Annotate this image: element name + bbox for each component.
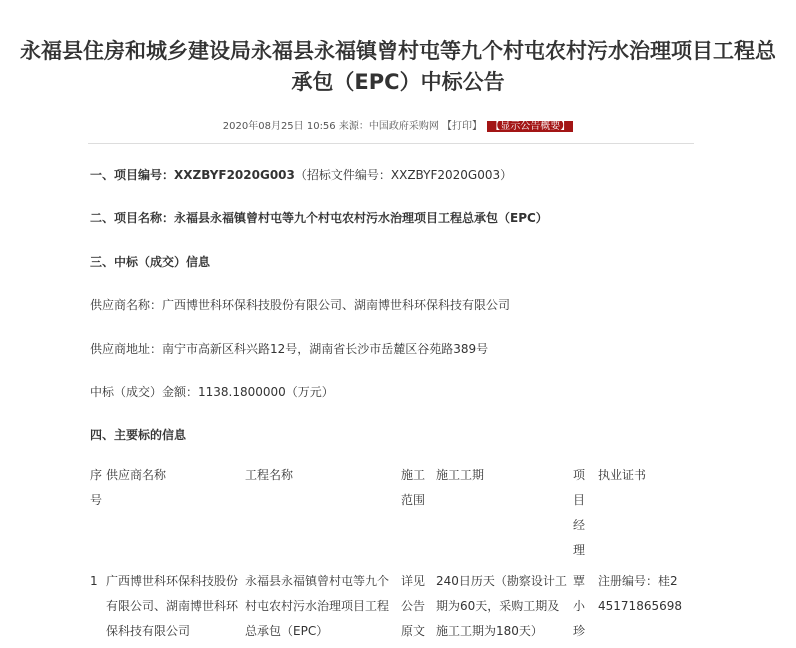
header-period: 施工工期 <box>436 468 485 482</box>
header-manager: 项目经理 <box>573 468 586 557</box>
cell-no: 1 <box>90 574 98 588</box>
cell-project: 永福县永福镇曾村屯等九个村屯农村污水治理项目工程总承包（EPC） <box>245 574 390 638</box>
page-title <box>0 36 796 98</box>
main-subject-heading: 四、主要标的信息 <box>90 428 187 442</box>
meta-bar <box>0 117 796 132</box>
tender-doc-number: （招标文件编号：XXZBYF2020G003） <box>294 168 513 182</box>
award-info-heading: 三、中标（成交）信息 <box>90 255 211 269</box>
table-header-row <box>88 460 684 566</box>
show-summary-button[interactable]: 【显示公告概要】 <box>487 121 573 132</box>
project-number: 一、项目编号：XXZBYF2020G003 <box>90 168 295 182</box>
header-project: 工程名称 <box>245 468 294 482</box>
print-link[interactable]: 【打印】 <box>442 121 483 132</box>
table-row <box>88 566 684 647</box>
divider <box>88 143 694 144</box>
header-no: 序号 <box>90 468 103 507</box>
supplier-name: 供应商名称：广西博世科环保科技股份有限公司、湖南博世科环保科技有限公司 <box>90 298 511 312</box>
header-scope: 施工范围 <box>401 468 426 507</box>
cell-license: 注册编号：桂245171865698 <box>598 574 682 613</box>
cell-scope: 详见公告原文 <box>401 574 426 638</box>
award-amount: 中标（成交）金额：1138.1800000（万元） <box>90 385 334 399</box>
award-table <box>88 460 684 647</box>
page-title-line-1: 永福县住房和城乡建设局永福县永福镇曾村屯等九个村屯农村污水治理项目工程总 <box>20 39 776 63</box>
cell-manager: 覃小珍 <box>573 574 586 638</box>
source: 来源：中国政府采购网 <box>338 121 439 132</box>
publish-datetime: 2020年08月25日 10:56 <box>222 121 336 132</box>
project-number-line <box>90 166 512 183</box>
header-license: 执业证书 <box>598 468 647 482</box>
supplier-address: 供应商地址：南宁市高新区科兴路12号，湖南省长沙市岳麓区谷苑路389号 <box>90 342 489 356</box>
page-title-line-2: 承包（EPC）中标公告 <box>291 70 505 94</box>
project-name: 二、项目名称：永福县永福镇曾村屯等九个村屯农村污水治理项目工程总承包（EPC） <box>90 211 548 225</box>
cell-supplier: 广西博世科环保科技股份有限公司、湖南博世科环保科技有限公司 <box>106 574 239 638</box>
cell-period: 240日历天（勘察设计工期为60天，采购工期及施工工期为180天） <box>436 574 567 638</box>
header-supplier: 供应商名称 <box>106 468 167 482</box>
